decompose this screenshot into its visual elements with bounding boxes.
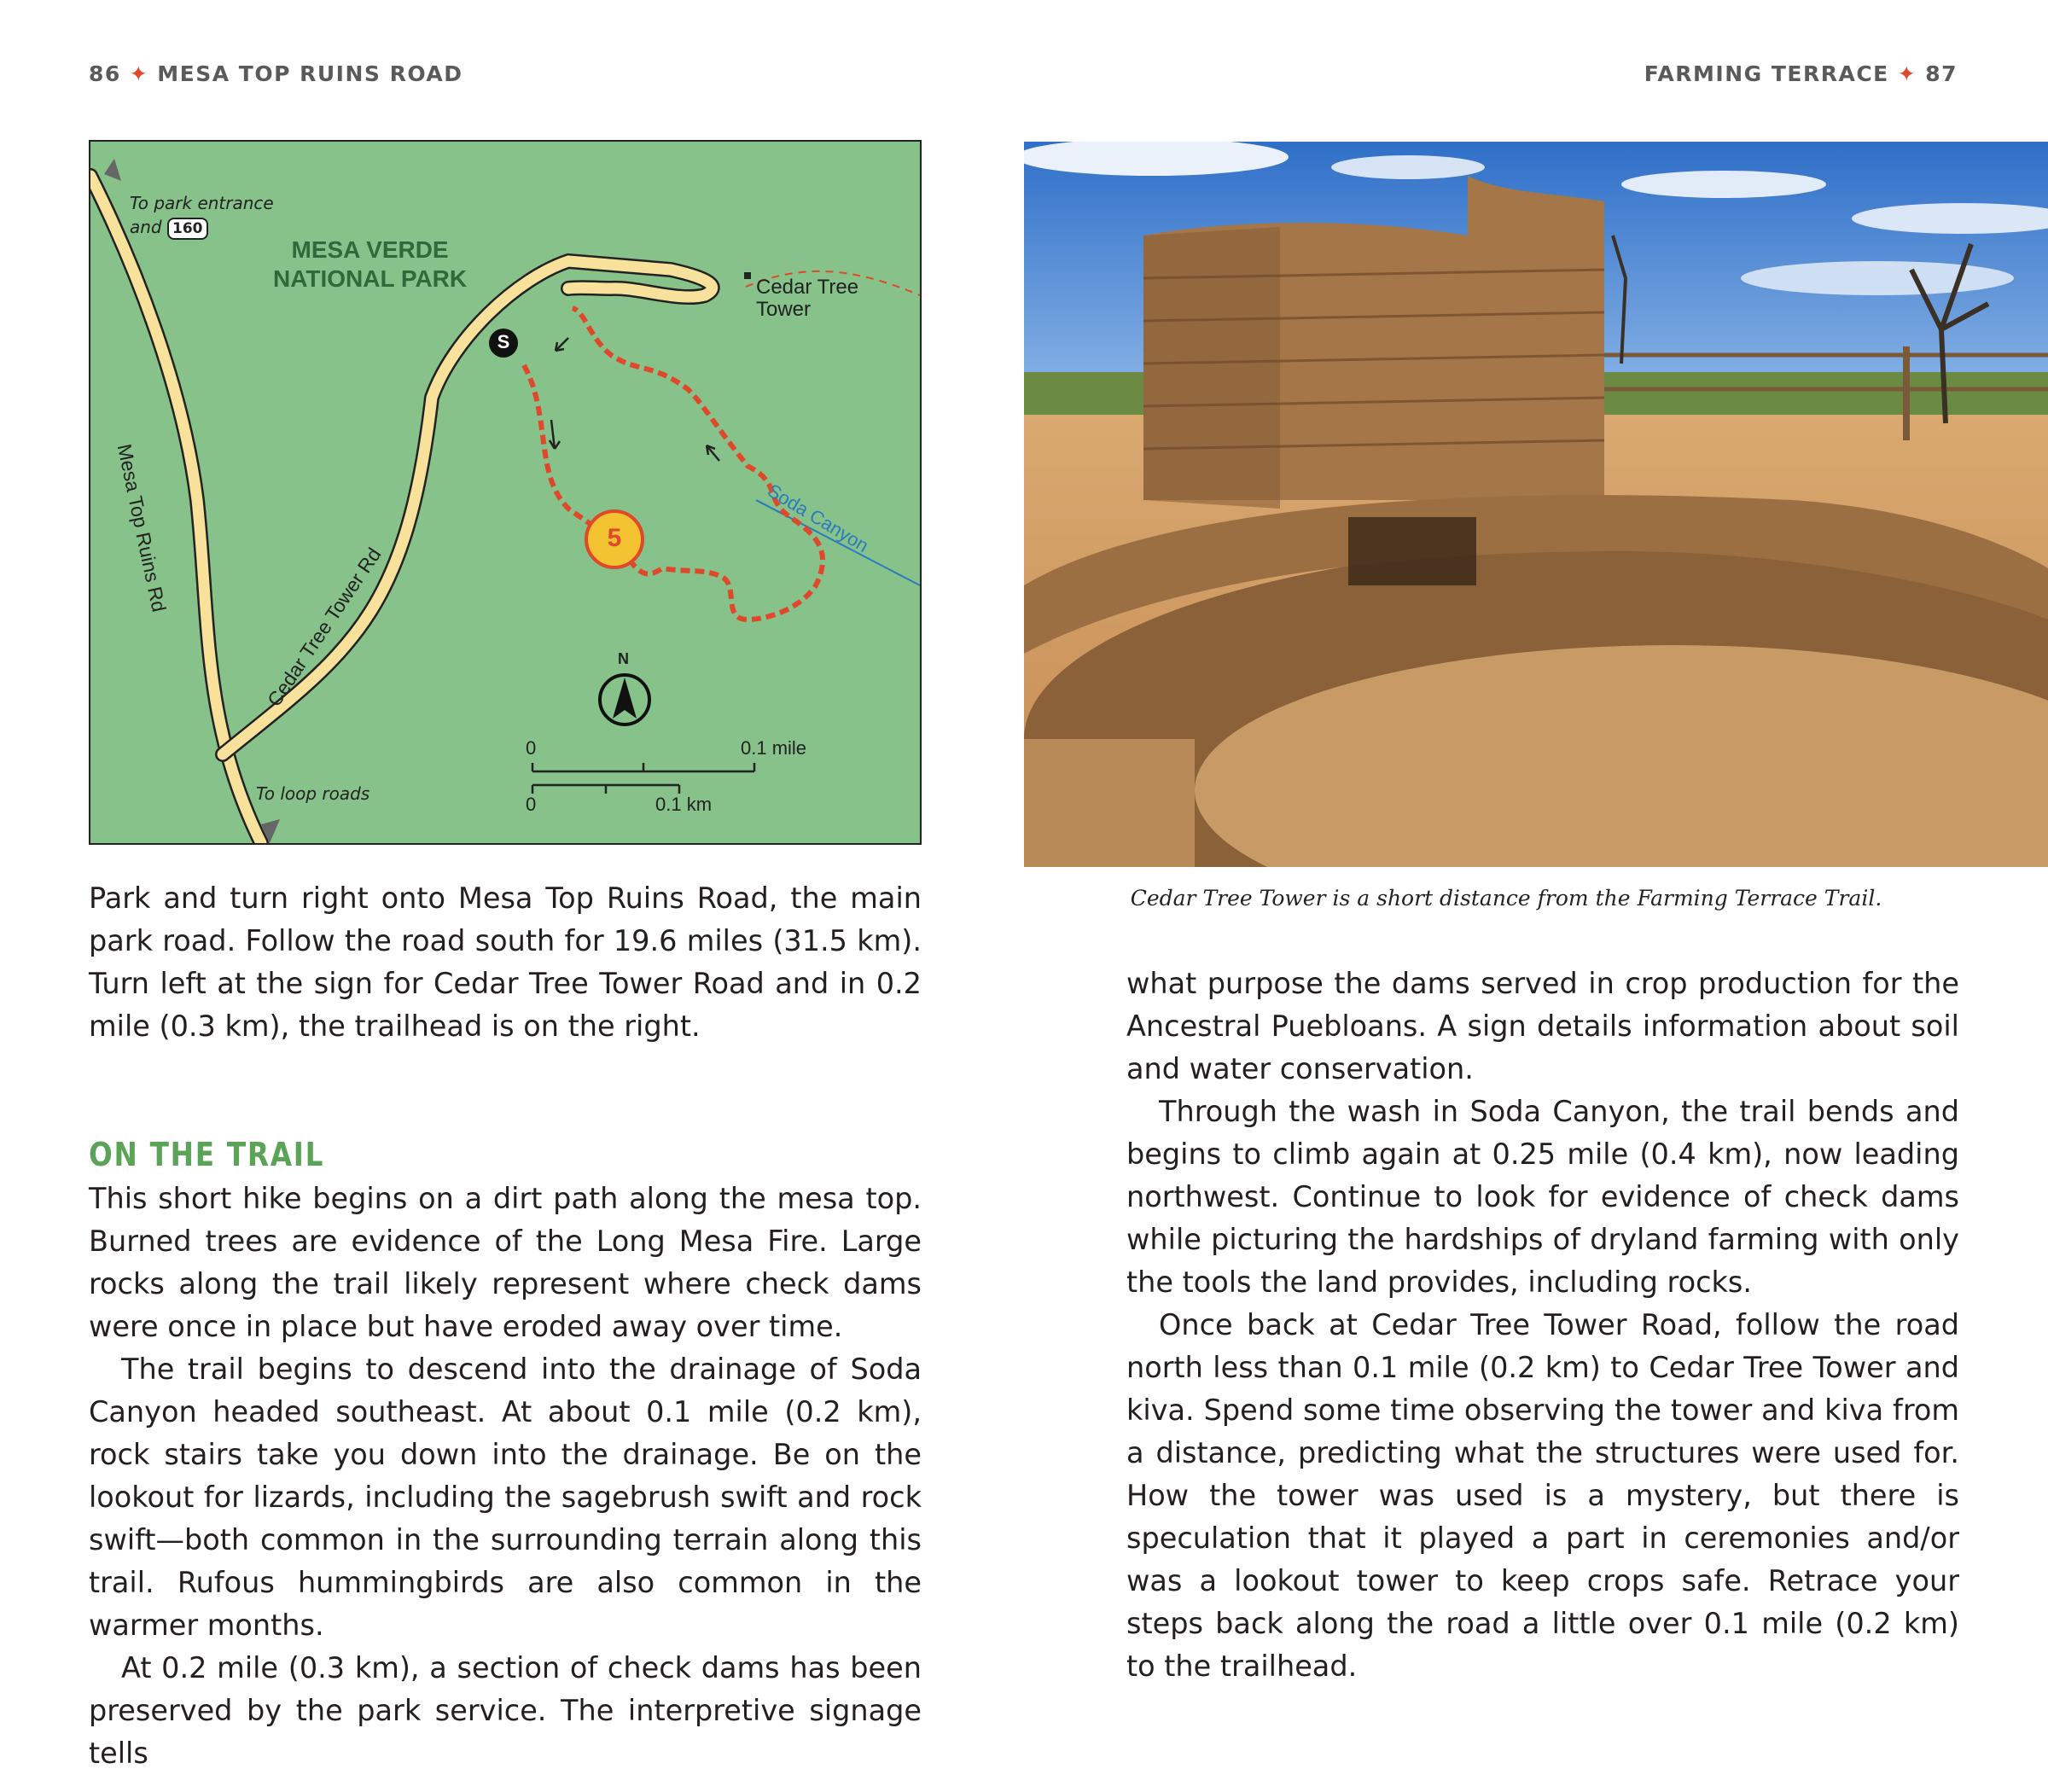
scale-bar-km xyxy=(532,785,679,794)
cedar-tree-tower-label: Cedar Tree Tower xyxy=(756,276,859,321)
running-head-right xyxy=(1644,61,1958,86)
direction-arrow-icon xyxy=(556,338,568,351)
direction-arrow-icon xyxy=(707,445,719,461)
section-heading: ON THE TRAIL xyxy=(89,1136,325,1173)
cedar-tree-road-label: Cedar Tree Tower Rd xyxy=(263,544,386,711)
tower-photo xyxy=(1024,142,2048,867)
cedar-tree-tower-image xyxy=(1024,142,2048,867)
star-icon: ✦ xyxy=(1897,61,1917,86)
tower-marker xyxy=(744,272,751,279)
chapter-title-right: FARMING TERRACE xyxy=(1644,61,1889,86)
right-column xyxy=(1126,963,1959,1688)
north-exit-arrow-icon xyxy=(104,159,121,181)
right-paragraph-1: what purpose the dams served in crop production for the Ancestral Puebloans. A sign details information about soil and water conservation. xyxy=(1126,967,1959,1085)
trail-paragraph-2: The trail begins to descend into the drainage of Soda Canyon headed southeast. At about 0.1 mile (0.2 km), rock stairs take you down into the drainage. Be on the lookout for lizards, including the sagebrush swift and rock swift—both common in the surrounding terrain along this trail. Rufous hummingbirds are also common in the warmer months. xyxy=(89,1353,922,1642)
running-head-left xyxy=(89,61,463,86)
trail-paragraph-3: At 0.2 mile (0.3 km), a section of check dams has been preserved by the park service. The interpretive signage tells xyxy=(89,1651,922,1770)
to-loop-roads-label: To loop roads xyxy=(256,783,370,804)
page-number-right: 87 xyxy=(1925,61,1958,86)
chapter-title-left: MESA TOP RUINS ROAD xyxy=(157,61,463,86)
start-marker-label: S xyxy=(497,331,510,352)
left-column-intro xyxy=(89,877,922,1048)
direction-arrow-icon xyxy=(550,420,560,449)
scale-km-label: 0.1 km xyxy=(655,794,713,815)
scale-bar-mile xyxy=(532,763,754,771)
right-paragraph-2: Through the wash in Soda Canyon, the trail bends and begins to climb again at 0.25 mile (0.4 km), now leading northwest. Continue to look for evidence of check dams while picturing the hardships of dryland farming with only the tools the land provides, including rocks. xyxy=(1126,1095,1959,1299)
soda-canyon-label: Soda Canyon xyxy=(764,480,873,557)
scale-zero-mile: 0 xyxy=(526,737,537,759)
scale-mile-label: 0.1 mile xyxy=(741,737,807,759)
trail-route xyxy=(524,308,823,620)
scale-zero-km: 0 xyxy=(526,794,537,815)
trail-paragraph-1: This short hike begins on a dirt path along the mesa top. Burned trees are evidence of the Long Mesa Fire. Large rocks along the trail likely represent where check dams were once in place but have eroded away over time. xyxy=(89,1182,922,1343)
highway-shield-icon: 160 xyxy=(167,218,208,240)
trail-map xyxy=(89,140,922,845)
intro-paragraph: Park and turn right onto Mesa Top Ruins Road, the main park road. Follow the road south for 19.6 miles (31.5 km). Turn left at the sign for Cedar Tree Tower Road and in 0.2 mile (0.3 km), the trailhead is on the right. xyxy=(89,881,922,1043)
star-icon: ✦ xyxy=(129,61,149,86)
right-paragraph-3: Once back at Cedar Tree Tower Road, follow the road north less than 0.1 mile (0.2 km) to Cedar Tree Tower and kiva. Spend some time observing the tower and kiva from a distance, predicting what the structures were used for. How the tower was used is a mystery, but there is speculation that it played a part in ceremonies and/or was a lookout tower to keep crops safe. Retrace your steps back along the road a little over 0.1 mile (0.2 km) to the trailhead. xyxy=(1126,1308,1959,1683)
to-park-entrance-label: To park entrance and 160 xyxy=(130,191,274,240)
photo-caption: Cedar Tree Tower is a short distance from the Farming Terrace Trail. xyxy=(1130,886,1882,911)
page-number-left: 86 xyxy=(89,61,121,86)
left-column-trail xyxy=(89,1132,922,1775)
waypoint-label: 5 xyxy=(607,524,622,552)
north-label: N xyxy=(618,650,629,667)
park-name: MESA VERDE NATIONAL PARK xyxy=(273,236,468,292)
mesa-top-road-label: Mesa Top Ruins Rd xyxy=(113,442,171,614)
